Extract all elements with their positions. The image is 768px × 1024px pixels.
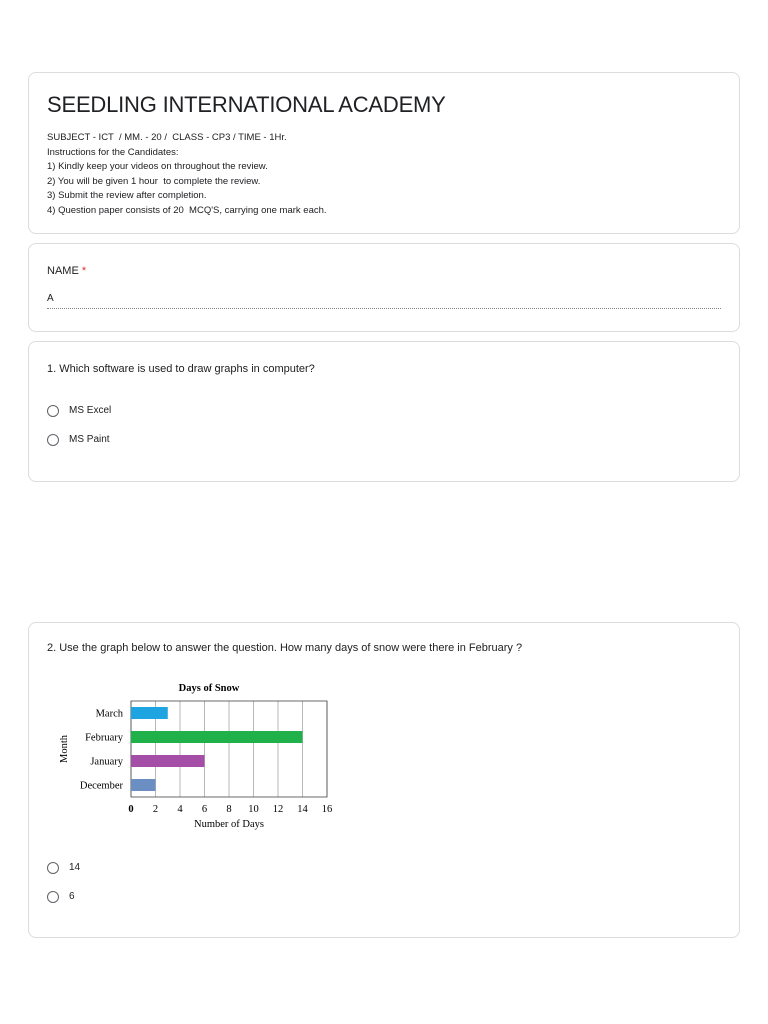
option-label: MS Paint xyxy=(69,434,110,445)
y-axis-title: Month xyxy=(59,734,70,764)
question-1-card xyxy=(28,341,740,482)
option-label: MS Excel xyxy=(69,405,112,416)
bar-february xyxy=(131,731,303,743)
name-input[interactable]: A xyxy=(47,293,54,304)
form-header-card xyxy=(28,72,740,234)
x-tick-label: 8 xyxy=(226,804,232,815)
option-label: 6 xyxy=(69,891,75,902)
x-tick-label: 12 xyxy=(272,804,284,815)
question-2-title: 2. Use the graph below to answer the question. How many days of snow were there in February ? xyxy=(47,642,523,654)
x-tick-label: 16 xyxy=(321,804,333,815)
name-input-underline xyxy=(47,308,721,309)
required-asterisk: * xyxy=(81,265,87,277)
name-question-card xyxy=(28,243,740,332)
bar-march xyxy=(131,707,168,719)
y-tick-label: January xyxy=(90,756,123,768)
days-of-snow-chart xyxy=(49,677,349,837)
form-title: SEEDLING INTERNATIONAL ACADEMY xyxy=(47,92,446,117)
x-axis-title: Number of Days xyxy=(194,819,264,830)
question-2-option-14[interactable] xyxy=(47,861,80,874)
x-tick-label: 6 xyxy=(201,804,208,815)
chart-bars xyxy=(131,707,303,791)
x-tick-label: 4 xyxy=(177,804,183,815)
y-axis-labels xyxy=(80,709,124,792)
question-1-option-ms-excel[interactable] xyxy=(47,404,111,417)
question-1-title: 1. Which software is used to draw graphs in computer? xyxy=(47,363,315,375)
x-tick-label: 14 xyxy=(297,804,308,815)
x-tick-label: 2 xyxy=(152,804,159,815)
x-tick-label: 10 xyxy=(248,804,259,815)
description-line: SUBJECT - ICT / MM. - 20 / CLASS - CP3 / TIME - 1Hr. xyxy=(47,132,287,143)
radio-button[interactable] xyxy=(47,434,59,446)
question-1-option-ms-paint[interactable] xyxy=(47,433,110,446)
name-label xyxy=(47,264,721,278)
x-tick-label: 0 xyxy=(128,804,134,815)
form-description xyxy=(47,131,721,218)
radio-button[interactable] xyxy=(47,862,59,874)
radio-button[interactable] xyxy=(47,891,59,903)
option-label: 14 xyxy=(69,862,81,873)
bar-january xyxy=(131,755,205,767)
y-tick-label: February xyxy=(85,732,123,744)
question-2-card xyxy=(28,622,740,938)
name-label-text: NAME xyxy=(47,265,79,277)
description-line: 2) You will be given 1 hour to complete the review. xyxy=(47,175,261,187)
bar-december xyxy=(131,779,156,791)
question-2-option-6[interactable] xyxy=(47,890,75,903)
description-line: Instructions for the Candidates: xyxy=(47,146,179,158)
x-axis-labels xyxy=(128,804,332,815)
description-line: 3) Submit the review after completion. xyxy=(47,190,207,201)
y-tick-label: March xyxy=(95,708,123,720)
y-tick-label: December xyxy=(79,780,123,792)
radio-button[interactable] xyxy=(47,405,59,417)
description-line: 1) Kindly keep your videos on throughout the review. xyxy=(47,161,268,172)
description-line: 4) Question paper consists of 20 MCQ'S, carrying one mark each. xyxy=(47,204,327,216)
chart-title: Days of Snow xyxy=(178,683,240,694)
